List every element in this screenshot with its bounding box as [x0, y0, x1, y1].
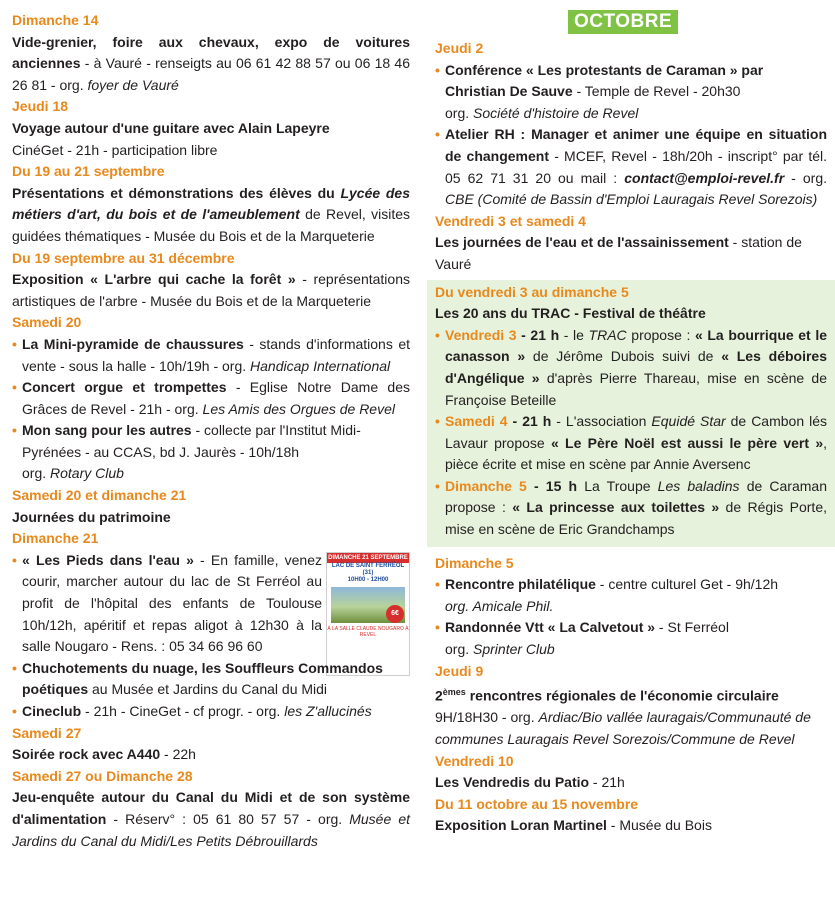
trac-festival-box	[427, 280, 835, 547]
event-organizer: les Z'allucinés	[284, 703, 372, 719]
event-title: Mon sang pour les autres	[22, 422, 192, 439]
event-entry	[435, 232, 827, 275]
event-details: La Troupe	[577, 477, 658, 494]
event-entry	[435, 682, 827, 750]
event-title-school: Lycée des métiers d'art, du bois et de l'ameublement	[12, 184, 410, 223]
event-details: 9H/18H30 - org.	[435, 709, 539, 726]
event-email-link[interactable]: contact@emploi-revel.fr	[624, 169, 785, 186]
event-title: Vide-grenier, foire aux chevaux, expo de voitures anciennes	[12, 33, 410, 72]
event-title: Les journées de l'eau et de l'assainissement	[435, 234, 729, 251]
poster-price: 6€	[386, 605, 404, 623]
event-entry	[435, 411, 827, 476]
event-organizer: Société d'histoire de Revel	[473, 104, 639, 121]
poster-header: DIMANCHE 21 SEPTEMBRE	[328, 554, 408, 561]
event-details: de Cambon lés Lavaur propose	[445, 413, 827, 451]
date-heading: Dimanche 14	[12, 12, 99, 28]
event-time: - 21 h	[507, 413, 552, 430]
event-entry	[435, 617, 827, 660]
september-column	[12, 10, 410, 852]
event-details: - 21h - CineGet - cf progr. - org.	[81, 703, 285, 719]
festival-title	[435, 303, 827, 325]
date-heading: Samedi 20 et dimanche 21	[12, 487, 187, 504]
event-entry	[12, 32, 410, 97]
date-heading: Du vendredi 3 au dimanche 5	[435, 283, 629, 300]
date-heading: Jeudi 18	[12, 98, 69, 115]
event-title: La Mini-pyramide de chaussures	[22, 335, 244, 352]
event-details: CinéGet - 21h - participation libre	[12, 141, 218, 158]
event-entry	[435, 476, 827, 541]
event-organizer: foyer de Vauré	[87, 76, 179, 93]
event-details: - 22h	[160, 746, 196, 763]
poster-footer: À LA SALLE CLAUDE NOUGARO À REVEL	[327, 625, 409, 638]
event-title: Voyage autour d'une guitare avec Alain Lapeyre	[12, 119, 330, 136]
event-title: Randonnée Vtt « La Calvetout »	[445, 619, 656, 636]
event-entry	[12, 183, 410, 248]
event-details: de Régis Porte, mise en scène de Eric Grandchamps	[445, 499, 828, 538]
event-troupe: TRAC	[588, 326, 627, 343]
date-heading: Jeudi 9	[435, 662, 484, 679]
event-org-prefix: org.	[22, 465, 51, 482]
event-title: « Les Pieds dans l'eau »	[22, 551, 194, 568]
event-details: - L'association	[551, 413, 652, 430]
event-entry	[435, 60, 827, 125]
event-entry	[435, 124, 827, 210]
event-title: Soirée rock avec A440	[12, 746, 161, 763]
date-heading: Dimanche 21	[12, 530, 99, 547]
event-entry	[435, 815, 827, 837]
event-details: - 21h	[589, 774, 625, 791]
event-entry	[12, 420, 410, 485]
event-entry	[435, 574, 827, 617]
event-entry	[12, 658, 410, 701]
october-column	[435, 10, 827, 837]
event-title: rencontres régionales de l'économie circulaire	[465, 687, 779, 704]
event-details: propose :	[626, 326, 695, 343]
event-details: - Eglise Notre Dame des Grâces de Revel - 21h - org.	[22, 379, 410, 417]
poster-time: 10H00 - 12H00	[347, 576, 389, 583]
event-with-poster	[12, 550, 410, 658]
event-title: Les Vendredis du Patio	[435, 774, 590, 791]
event-entry	[12, 507, 410, 529]
event-details: de Caraman propose :	[445, 477, 827, 516]
event-title: Exposition Loran Martinel	[435, 817, 607, 834]
event-entry	[12, 118, 410, 161]
event-details: au Musée et Jardins du Canal du Midi	[88, 681, 328, 698]
event-title: Les 20 ans du TRAC - Festival de théâtre	[435, 305, 706, 322]
event-organizer: Les Amis des Orgues de Revel	[202, 400, 395, 417]
event-time: - 21 h	[516, 326, 560, 343]
event-details: - le	[559, 326, 589, 343]
event-entry	[12, 377, 410, 420]
event-details: - collecte par l'Institut Midi-Pyrénées - au CCAS, bd J. Jaurès - 10h/18h	[22, 422, 361, 460]
event-org-prefix: org.	[445, 104, 474, 121]
event-title: Cineclub	[22, 703, 82, 719]
poster-location: LAC DE SAINT FERRÉOL (31)	[331, 562, 405, 576]
event-title: Jeu-enquête autour du Canal du Midi et de son système d'alimentation	[12, 789, 410, 827]
event-troupe: Equidé Star	[651, 413, 726, 430]
ordinal-suffix: èmes	[442, 687, 466, 698]
event-details: - station de Vauré	[435, 234, 802, 272]
event-entry	[12, 701, 410, 723]
event-entry	[12, 787, 410, 852]
event-title: Exposition « L'arbre qui cache la forêt »	[12, 271, 296, 288]
event-details: de Jérôme Dubois suivi de	[525, 348, 722, 365]
event-title: Conférence « Les protestants de Caraman » par Christian De Sauve	[445, 61, 764, 100]
event-details: - stands d'informations et vente - sous la halle - 10h/19h - org.	[22, 335, 410, 374]
event-organizer: Handicap International	[250, 357, 391, 374]
event-organizer: Rotary Club	[50, 465, 124, 482]
event-title: Journées du patrimoine	[12, 508, 171, 525]
date-heading: Samedi 20	[12, 314, 82, 331]
event-title: Présentations et démonstrations des élèves du	[12, 184, 341, 201]
month-heading: OCTOBRE	[568, 10, 678, 34]
event-details: - Musée du Bois	[606, 817, 712, 834]
event-time: - 15 h	[526, 477, 578, 494]
date-heading: Vendredi 3 et samedi 4	[435, 212, 586, 229]
event-day: Samedi 4	[445, 413, 508, 430]
event-details: , pièce écrite et mise en scène par Annie Aversenc	[445, 434, 827, 473]
play-title: « La bourrique et le canasson »	[445, 326, 827, 365]
event-entry	[12, 550, 410, 658]
event-details: - centre culturel Get - 9h/12h	[595, 576, 779, 593]
event-day: Dimanche 5	[445, 477, 527, 494]
event-organizer: Ardiac/Bio vallée lauragais/Communauté de communes Lauragais Revel Sorezois/Commune de Revel	[435, 709, 811, 748]
event-title: Rencontre philatélique	[445, 576, 596, 593]
play-title: « Les déboires d'Angélique »	[445, 348, 828, 386]
event-entry	[12, 744, 410, 766]
event-details: - à Vauré - renseigts au 06 61 42 88 57 ou 06 18 46 26 81 - org.	[12, 55, 410, 93]
event-title: 2	[435, 687, 443, 704]
date-heading: Du 19 au 21 septembre	[12, 163, 165, 180]
event-entry	[12, 334, 410, 377]
date-heading: Jeudi 2	[435, 40, 484, 56]
event-organizer: Sprinter Club	[473, 641, 555, 658]
event-entry	[435, 325, 827, 411]
play-title: « La princesse aux toilettes »	[512, 499, 720, 516]
event-organizer: CBE (Comité de Bassin d'Emploi Lauragais Revel Sorezois)	[445, 191, 818, 208]
date-heading: Vendredi 10	[435, 752, 514, 769]
event-details: - MCEF, Revel - 18h/20h - inscript° par tél. 05 62 71 31 20 ou mail :	[445, 147, 827, 186]
event-troupe: Les baladins	[657, 477, 740, 494]
event-details: - Réserv° : 05 61 80 57 57 - org.	[106, 810, 350, 827]
event-organizer: Musée et Jardins du Canal du Midi/Les Petits Débrouillards	[12, 810, 410, 849]
event-details: - En famille, venez courir, marcher autour du lac de St Ferréol au profit de l'hôpital des enfants de Toulouse 10h/12h, apéritif et repas aligot à 12h30 à la salle Nougaro - Rens. : 05 34 66 96 60	[22, 551, 322, 655]
event-organizer: org. Amicale Phil.	[445, 597, 554, 614]
event-entry	[12, 269, 410, 312]
event-org-prefix: org.	[445, 641, 474, 658]
event-org-prefix: - org.	[784, 169, 827, 186]
play-title: « Le Père Noël est aussi le père vert »	[550, 434, 824, 451]
date-heading: Du 19 septembre au 31 décembre	[12, 249, 235, 266]
event-details: d'après Pierre Thareau, mise en scène de Françoise Beteille	[445, 369, 827, 408]
date-heading: Dimanche 5	[435, 554, 514, 571]
event-title: Chuchotements du nuage, les Souffleurs Commandos poétiques	[22, 659, 383, 698]
event-day: Vendredi 3	[445, 326, 517, 343]
event-details: - Temple de Revel - 20h30	[572, 83, 741, 100]
date-heading: Samedi 27 ou Dimanche 28	[12, 767, 193, 784]
date-heading: Du 11 octobre au 15 novembre	[435, 795, 639, 812]
event-details: - représentations artistiques de l'arbre - Musée du Bois et de la Marqueterie	[12, 271, 410, 309]
event-title: Concert orgue et trompettes	[22, 379, 227, 396]
event-title: Atelier RH : Manager et animer une équipe en situation de changement	[445, 126, 827, 164]
event-details: - St Ferréol	[655, 619, 729, 636]
date-heading: Samedi 27	[12, 724, 82, 741]
event-entry	[435, 772, 827, 794]
event-details: de Revel, visites guidées thématiques - Musée du Bois et de la Marqueterie	[12, 206, 410, 244]
